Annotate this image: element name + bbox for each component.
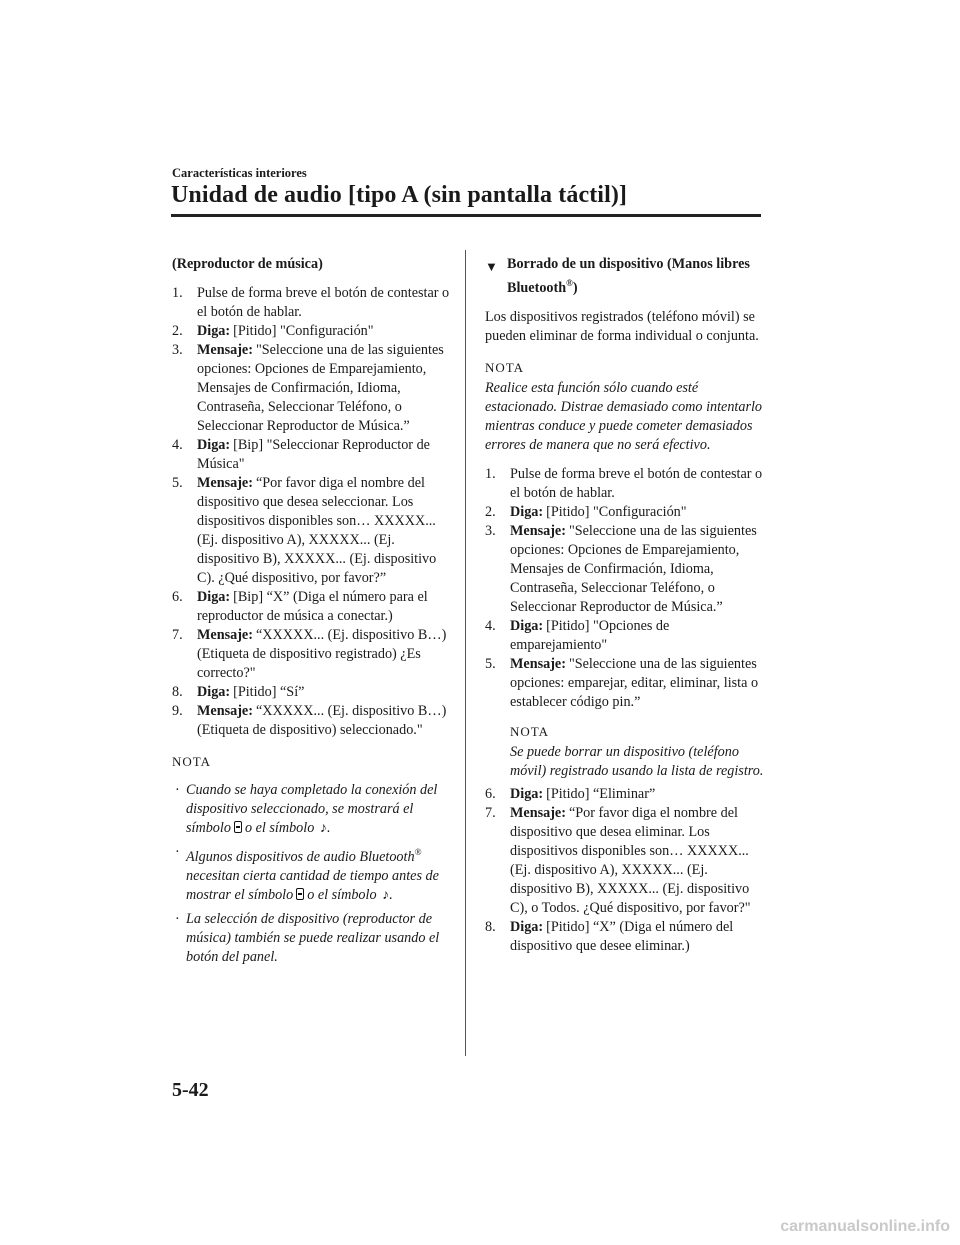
step-text: [Pitido] "Configuración" [233,323,374,339]
step-keyword: Mensaje: [197,703,253,719]
watermark: carmanualsonline.info [780,1218,950,1235]
step-number: 1. [172,285,183,301]
step-number: 5. [172,475,183,491]
step-item [485,785,770,804]
step-number: 6. [172,589,183,605]
note-label: NOTA [510,724,550,739]
step-keyword: Diga: [510,919,544,935]
note-bullet [172,910,457,967]
page-title: Unidad de audio [tipo A (sin pantalla táctil)] [171,182,628,208]
step-text: [Pitido] “Eliminar” [546,786,656,802]
note-text: Se puede borrar un dispositivo (teléfono móvil) registrado usando la lista de registro. [510,744,764,779]
bullet-text: o el símbolo [244,820,315,836]
step-keyword: Mensaje: [510,656,566,672]
step-item [172,436,457,474]
note-label: NOTA [485,360,525,375]
bullet-dot: · [175,911,180,927]
step-number: 3. [485,523,496,539]
bullet-text: o el símbolo [307,887,377,903]
bullet-text: Cuando se haya completado la conexión del dispositivo seleccionado, se mostrará el símbolo [186,782,438,836]
heading-text: Borrado de un dispositivo (Manos libres Bluetooth [507,256,750,296]
step-number: 2. [485,504,496,520]
note-text: Realice esta función sólo cuando esté estacionado. Distrae demasiado como intentarlo mientras conduce y puede cometer demasiados errores de manera que no será efectivo. [485,380,763,453]
music-note-icon: ♪ [319,820,327,836]
step-keyword: Mensaje: [510,523,566,539]
step-keyword: Mensaje: [510,805,566,821]
step-number: 3. [172,342,183,358]
step-item [485,617,770,655]
bullet-text: . [389,887,393,903]
note-bullet [172,781,457,838]
step-keyword: Mensaje: [197,342,253,358]
step-item [172,474,457,588]
intro-paragraph: Los dispositivos registrados (teléfono móvil) se pueden eliminar de forma individual o conjunta. [485,309,759,344]
delete-steps-continued [485,785,770,956]
step-item [172,322,457,341]
step-item [485,918,770,956]
step-keyword: Diga: [197,323,231,339]
step-number: 9. [172,703,183,719]
step-number: 7. [172,627,183,643]
registered-mark: ® [414,847,422,857]
bullet-text: La selección de dispositivo (reproductor de música) también se puede realizar usando el botón del panel. [186,911,440,965]
step-text: [Bip] “X” (Diga el número para el reproductor de música a conectar.) [197,589,428,624]
step-text: “XXXXX... (Ej. dispositivo B…) (Etiqueta de dispositivo) seleccionado." [197,703,447,738]
step-item [485,522,770,617]
step-item [172,341,457,436]
step-number: 1. [485,466,496,482]
bullet-text: necesitan cierta cantidad de tiempo antes de mostrar el símbolo [186,868,439,903]
step-item [172,683,457,702]
page-number: 5-42 [172,1079,209,1101]
step-item [172,626,457,683]
step-number: 8. [172,684,183,700]
delete-steps [485,465,770,712]
step-text: [Pitido] “Sí” [233,684,305,700]
step-keyword: Diga: [510,618,544,634]
bullet-dot: · [175,844,180,860]
step-item [172,588,457,626]
note-bullet [172,843,457,905]
note-label: NOTA [172,754,212,769]
step-keyword: Mensaje: [197,475,253,491]
step-text: “Por favor diga el nombre del dispositivo que desea eliminar. Los dispositivos disponibles son… XXXXX... (Ej. dispositivo A), XXXXX... (Ej. dispositivo B), XXXXX... (Ej. dispositivo C), o Todos. ¿Qué dispositivo, por favor?" [510,805,751,916]
music-player-subhead: (Reproductor de música) [172,256,323,272]
music-note-icon: ♪ [382,887,390,903]
step-text: [Bip] "Seleccionar Reproductor de Música" [197,437,430,472]
left-column [172,255,457,972]
step-number: 5. [485,656,496,672]
bullet-text: . [326,820,331,836]
phone-icon [234,821,242,833]
step-item [172,702,457,740]
step-number: 7. [485,805,496,821]
step-text: "Seleccione una de las siguientes opciones: Opciones de Emparejamiento, Mensajes de Confirmación, Idioma, Contraseña, Seleccionar Teléfono, o Seleccionar Reproductor de Música.” [197,342,444,434]
step-text: Pulse de forma breve el botón de contestar o el botón de hablar. [510,466,763,501]
step-text: "Seleccione una de las siguientes opciones: Opciones de Emparejamiento, Mensajes de Confirmación, Idioma, Contraseña, Seleccionar Teléfono, o Seleccionar Reproductor de Música.” [510,523,757,615]
step-text: "Seleccione una de las siguientes opciones: emparejar, editar, eliminar, lista o establecer código pin.” [510,656,759,710]
step-item [485,655,770,712]
step-keyword: Diga: [510,504,544,520]
step-number: 4. [485,618,496,634]
column-divider [465,250,466,1056]
step-text: [Pitido] “X” (Diga el número del dispositivo que desee eliminar.) [510,919,734,954]
step-item [485,804,770,918]
title-rule [171,214,761,217]
step-number: 2. [172,323,183,339]
step-text: “Por favor diga el nombre del dispositivo que desea seleccionar. Los dispositivos disponibles son… XXXXX... (Ej. dispositivo A), XXXXX... (Ej. dispositivo B), XXXXX... (Ej. dispositivo C). ¿Qué dispositivo, por favor?” [197,475,437,586]
bullet-dot: · [175,782,180,798]
delete-device-heading [485,255,770,298]
registered-mark: ® [566,278,573,288]
step-text: [Pitido] "Configuración" [546,504,687,520]
step-number: 8. [485,919,496,935]
step-number: 6. [485,786,496,802]
triangle-down-icon: ▼ [485,259,498,274]
step-text: Pulse de forma breve el botón de contestar o el botón de hablar. [197,285,450,320]
step-keyword: Diga: [510,786,544,802]
bullet-text: Algunos dispositivos de audio Bluetooth [186,849,415,865]
right-column [485,255,770,956]
section-kicker: Características interiores [172,166,307,180]
inner-note [485,722,770,781]
step-text: “XXXXX... (Ej. dispositivo B…) (Etiqueta de dispositivo registrado) ¿Es correcto?" [197,627,447,681]
step-keyword: Mensaje: [197,627,253,643]
note-bullets [172,781,457,967]
step-item [485,503,770,522]
phone-icon [296,888,304,900]
step-keyword: Diga: [197,589,231,605]
heading-text: ) [572,280,578,296]
step-keyword: Diga: [197,437,231,453]
step-text: [Pitido] "Opciones de emparejamiento" [510,618,670,653]
step-item [172,284,457,322]
step-number: 4. [172,437,183,453]
step-item [485,465,770,503]
step-keyword: Diga: [197,684,231,700]
music-player-steps [172,284,457,740]
